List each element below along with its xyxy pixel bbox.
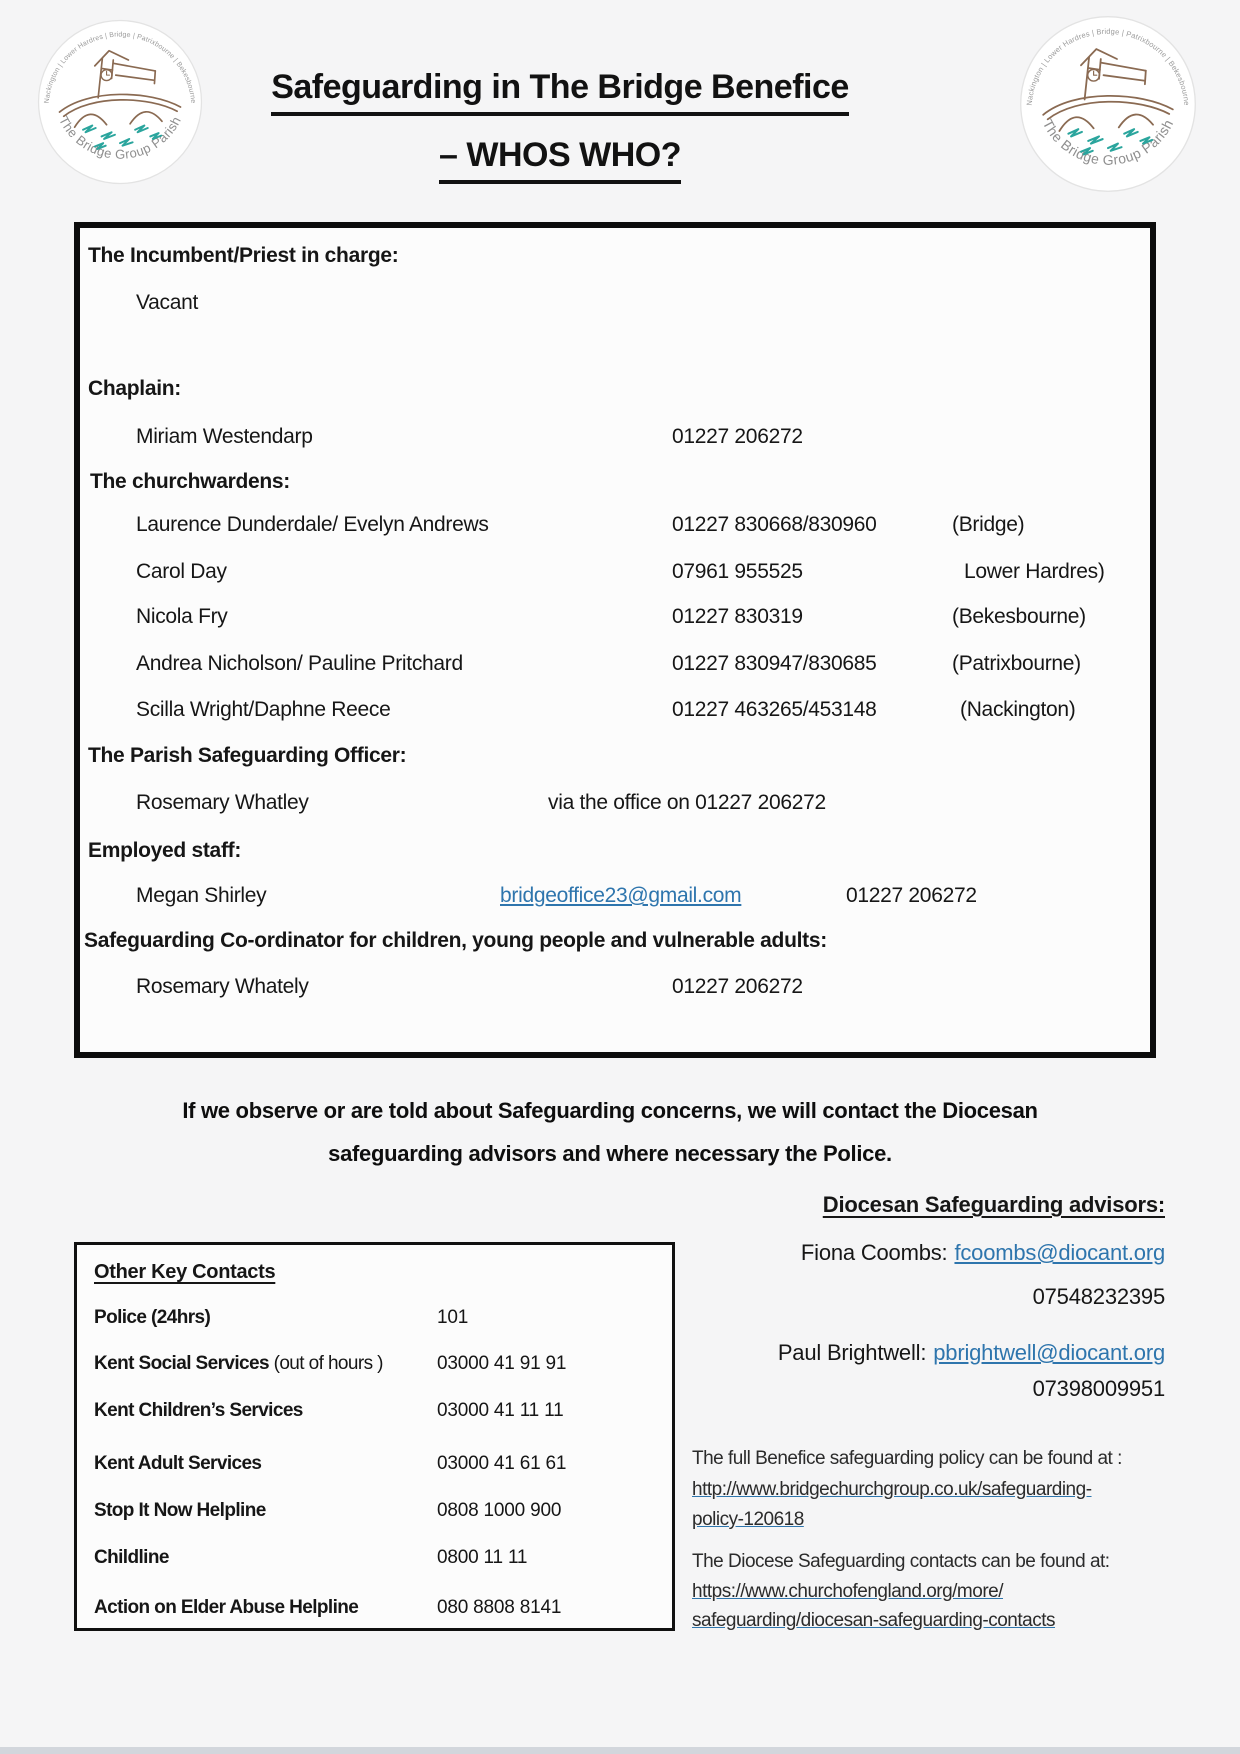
churchwarden-parish: (Bekesbourne) <box>952 605 1086 628</box>
coordinator-heading-row <box>80 929 1150 959</box>
incumbent-heading: The Incumbent/Priest in charge: <box>88 244 399 267</box>
contact-number: 080 8808 8141 <box>437 1597 562 1618</box>
chaplain-heading-row <box>80 377 1150 407</box>
churchwardens-heading: The churchwardens: <box>90 470 290 493</box>
incumbent-name: Vacant <box>136 291 199 314</box>
logo-ring-text: Nackington | Lower Hardres | Bridge | Patrixbourne | Bekesbourne <box>1024 26 1192 106</box>
churchwarden-row <box>80 698 1150 728</box>
churchwarden-phone: 01227 830668/830960 <box>672 513 877 536</box>
churchwarden-name: Scilla Wright/Daphne Reece <box>136 698 391 721</box>
churchwarden-parish: (Patrixbourne) <box>952 652 1081 675</box>
diocese-contacts-intro: The Diocese Safeguarding contacts can be found at: <box>692 1551 1110 1572</box>
advisor-email-link[interactable]: fcoombs@diocant.org <box>954 1240 1165 1265</box>
pso-name: Rosemary Whatley <box>136 791 309 814</box>
chaplain-name: Miriam Westendarp <box>136 425 313 448</box>
contact-label: Kent Social Services <box>94 1353 269 1374</box>
churchwarden-name: Andrea Nicholson/ Pauline Pritchard <box>136 652 463 675</box>
pso-heading-row <box>80 744 1150 774</box>
staff-email-link[interactable]: bridgeoffice23@gmail.com <box>500 884 742 907</box>
key-contacts-heading: Other Key Contacts <box>94 1261 276 1283</box>
key-contact-row <box>77 1597 672 1625</box>
contact-label: Police (24hrs) <box>94 1307 211 1328</box>
page-title <box>150 68 970 184</box>
coordinator-name: Rosemary Whately <box>136 975 309 998</box>
key-contact-row <box>77 1453 672 1481</box>
staff-heading-row <box>80 839 1150 869</box>
page-title-line2: – WHOS WHO? <box>439 136 681 184</box>
pso-row <box>80 791 1150 821</box>
key-contact-row <box>77 1353 672 1381</box>
diocese-contacts-link[interactable]: https://www.churchofengland.org/more/ <box>692 1581 1004 1602</box>
churchwarden-row <box>80 513 1150 543</box>
contact-number: 0808 1000 900 <box>437 1500 562 1521</box>
key-contact-row <box>77 1307 672 1335</box>
benefice-policy-intro: The full Benefice safeguarding policy can be found at : <box>692 1448 1122 1469</box>
safeguarding-statement-line2: safeguarding advisors and where necessary the Police. <box>328 1141 892 1166</box>
diocese-contacts-link[interactable]: safeguarding/diocesan-safeguarding-contacts <box>692 1610 1055 1631</box>
benefice-policy-link[interactable]: http://www.bridgechurchgroup.co.uk/safeguarding- <box>692 1479 1092 1500</box>
safeguarding-statement-line1: If we observe or are told about Safeguarding concerns, we will contact the Diocesan <box>182 1098 1038 1123</box>
churchwarden-parish: (Nackington) <box>960 698 1076 721</box>
chaplain-phone: 01227 206272 <box>672 425 803 448</box>
key-contact-row <box>77 1547 672 1575</box>
key-contact-row <box>77 1500 672 1528</box>
contact-number: 101 <box>437 1307 469 1328</box>
advisor-row <box>778 1340 1165 1366</box>
coordinator-row <box>80 975 1150 1005</box>
advisor-phone: 07398009951 <box>1032 1376 1165 1401</box>
key-contact-row <box>77 1400 672 1428</box>
staff-row <box>80 884 1150 914</box>
incumbent-name-row <box>80 291 1150 321</box>
contact-label: Action on Elder Abuse Helpline <box>94 1597 359 1618</box>
churchwarden-row <box>80 605 1150 635</box>
bridge-group-parish-logo-right <box>1018 14 1198 194</box>
churchwarden-parish: (Bridge) <box>952 513 1025 536</box>
logo-ring-text: Nackington | Lower Hardres | Bridge | Patrixbourne | Bekesbourne <box>43 31 197 104</box>
churchwarden-phone: 01227 463265/453148 <box>672 698 877 721</box>
churchwarden-parish: Lower Hardres) <box>964 560 1105 583</box>
contact-number: 03000 41 91 91 <box>437 1353 567 1374</box>
chaplain-row <box>80 425 1150 455</box>
advisor-email-link[interactable]: pbrightwell@diocant.org <box>933 1340 1165 1365</box>
diocesan-advisors-heading: Diocesan Safeguarding advisors: <box>822 1192 1165 1217</box>
contact-label: Childline <box>94 1547 169 1568</box>
benefice-policy-link[interactable]: policy-120618 <box>692 1509 804 1530</box>
advisor-name: Paul Brightwell: <box>777 1340 927 1365</box>
churchwarden-phone: 01227 830947/830685 <box>672 652 877 675</box>
page-title-line1: Safeguarding in The Bridge Benefice <box>271 68 849 116</box>
pso-heading: The Parish Safeguarding Officer: <box>88 744 407 767</box>
churchwarden-phone: 07961 955525 <box>672 560 803 583</box>
churchwardens-heading-row <box>80 470 1150 500</box>
churchwarden-name: Laurence Dunderdale/ Evelyn Andrews <box>136 513 489 536</box>
staff-name: Megan Shirley <box>136 884 267 907</box>
contact-label: Kent Adult Services <box>94 1453 262 1474</box>
advisor-name: Fiona Coombs: <box>800 1240 948 1265</box>
coordinator-heading: Safeguarding Co-ordinator for children, young people and vulnerable adults: <box>84 929 827 952</box>
churchwarden-name: Carol Day <box>136 560 227 583</box>
logo-name-text: The Bridge Group Parish <box>55 113 184 162</box>
contact-label: Kent Children’s Services <box>94 1400 303 1421</box>
contact-note: (out of hours ) <box>268 1353 383 1374</box>
advisor-phone: 07548232395 <box>1032 1284 1165 1309</box>
incumbent-row <box>80 244 1150 274</box>
contact-label: Stop It Now Helpline <box>94 1500 266 1521</box>
churchwarden-row <box>80 560 1150 590</box>
staff-phone: 01227 206272 <box>846 884 977 907</box>
churchwarden-phone: 01227 830319 <box>672 605 803 628</box>
pso-contact: via the office on 01227 206272 <box>548 791 826 814</box>
coordinator-phone: 01227 206272 <box>672 975 803 998</box>
staff-heading: Employed staff: <box>88 839 242 862</box>
whos-who-box <box>74 222 1156 1058</box>
contact-number: 0800 11 11 <box>437 1547 528 1568</box>
church-bridge-icon <box>1018 14 1198 194</box>
logo-name-text: The Bridge Group Parish <box>1039 116 1177 168</box>
other-key-contacts-box <box>74 1242 675 1631</box>
advisor-row <box>801 1240 1165 1266</box>
page-bottom-edge <box>0 1747 1240 1754</box>
churchwarden-row <box>80 652 1150 682</box>
churchwarden-name: Nicola Fry <box>136 605 228 628</box>
chaplain-heading: Chaplain: <box>88 377 181 400</box>
contact-number: 03000 41 61 61 <box>437 1453 567 1474</box>
contact-number: 03000 41 11 11 <box>437 1400 564 1421</box>
